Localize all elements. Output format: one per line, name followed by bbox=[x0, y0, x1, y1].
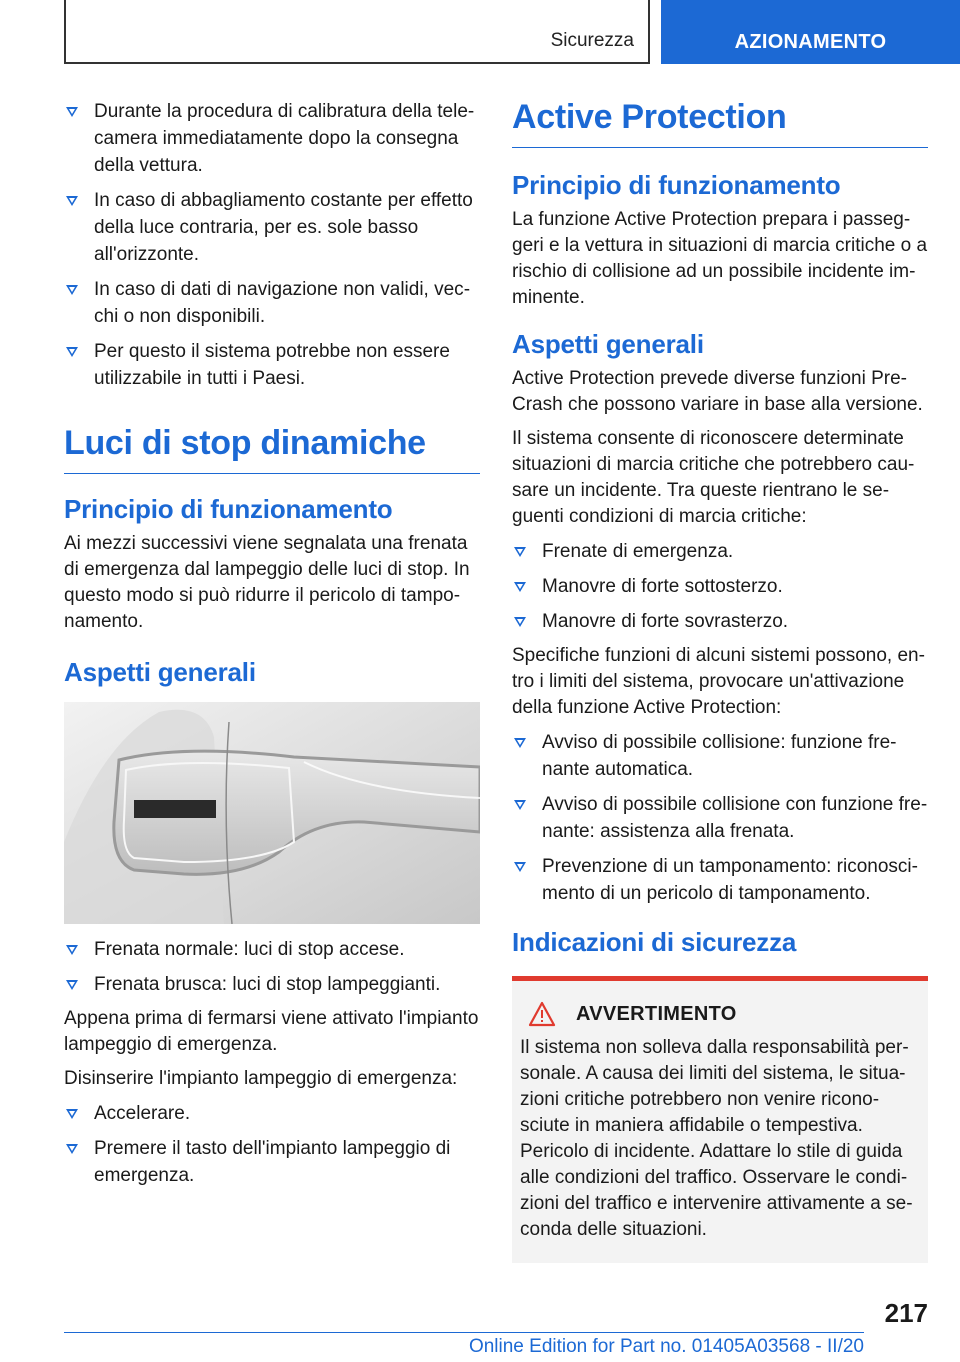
subsection-title-principle: Principio di funzionamento bbox=[512, 170, 841, 200]
list-item: Durante la procedura di calibratura della telecamera immediatamente dopo la consegna della vettura. bbox=[64, 98, 480, 179]
bullet-triangle-icon bbox=[66, 347, 78, 357]
principle-text: Ai mezzi successivi viene segnalata una frenata di emergenza dal lampeggio delle luci di stop. In questo modo si può ridurre il pericolo di tamponamento. bbox=[64, 533, 470, 632]
right-column bbox=[512, 98, 928, 1263]
warning-triangle-icon bbox=[528, 1001, 556, 1027]
list-item: Manovre di forte sottosterzo. bbox=[512, 573, 928, 600]
list-item: In caso di dati di navigazione non validi, vecchi o non disponibili. bbox=[64, 276, 480, 330]
header-chapter-title: AZIONAMENTO bbox=[734, 31, 887, 53]
hazard-deactivation-text: Disinserire l'impianto lampeggio di emergenza: bbox=[64, 1068, 458, 1089]
list-item: Avviso di possibile collisione: funzione frenante automatica. bbox=[512, 729, 928, 783]
list-item: Per questo il sistema potrebbe non essere utilizzabile in tutti i Paesi. bbox=[64, 338, 480, 392]
list-item: Prevenzione di un tamponamento: riconoscimento di un pericolo di tamponamento. bbox=[512, 853, 928, 907]
subsection-title-principle: Principio di funzionamento bbox=[64, 494, 393, 524]
footer-edition-link[interactable]: Online Edition for Part no. 01405A03568 - II/20 bbox=[468, 1336, 864, 1357]
bullet-triangle-icon bbox=[514, 582, 526, 592]
bullet-triangle-icon bbox=[514, 547, 526, 557]
bullet-triangle-icon bbox=[66, 285, 78, 295]
warning-header bbox=[520, 1001, 918, 1027]
brake-light-list bbox=[64, 936, 480, 998]
bullet-triangle-icon bbox=[514, 738, 526, 748]
bullet-triangle-icon bbox=[514, 617, 526, 627]
tail-light-illustration bbox=[64, 702, 480, 924]
deactivation-steps-list bbox=[64, 1100, 480, 1189]
warning-text: Il sistema non solleva dalla responsabilità personale. A causa dei limiti del sistema, le situazioni critiche potrebbero non venire riconosciute in maniera affidabile o tempestiva. Pericolo di incidente. Adattare lo stile di guida alle condizioni del traffico. Osservare le condizioni del traffico e intervenire attivamente a seconda delle situazioni. bbox=[520, 1037, 913, 1240]
general-text-1: Active Protection prevede diverse funzioni Pre-Crash che possono variare in base alla versione. bbox=[512, 368, 923, 415]
header-section-box bbox=[64, 0, 650, 64]
bullet-triangle-icon bbox=[66, 1109, 78, 1119]
list-item: Manovre di forte sovrasterzo. bbox=[512, 608, 928, 635]
list-item: Frenate di emergenza. bbox=[512, 538, 928, 565]
bullet-triangle-icon bbox=[66, 945, 78, 955]
page-number: 217 bbox=[884, 1298, 928, 1328]
bullet-triangle-icon bbox=[66, 107, 78, 117]
left-column bbox=[64, 98, 480, 1197]
critical-conditions-list bbox=[512, 538, 928, 635]
warning-title: AVVERTIMENTO bbox=[576, 1002, 737, 1025]
list-item: Premere il tasto dell'impianto lampeggio di emergenza. bbox=[64, 1135, 480, 1189]
list-item: Frenata brusca: luci di stop lampeggianti. bbox=[64, 971, 480, 998]
tail-light-icon bbox=[64, 702, 480, 924]
calibration-limits-list bbox=[64, 98, 480, 392]
subsection-title-general: Aspetti generali bbox=[64, 657, 256, 687]
bullet-triangle-icon bbox=[66, 196, 78, 206]
subsection-title-safety: Indicazioni di sicurezza bbox=[512, 927, 797, 957]
hazard-activation-text: Appena prima di fermarsi viene attivato l'impianto lampeggio di emergenza. bbox=[64, 1008, 479, 1055]
list-item: Frenata normale: luci di stop accese. bbox=[64, 936, 480, 963]
bullet-triangle-icon bbox=[66, 1144, 78, 1154]
list-item: In caso di abbagliamento costante per effetto della luce contraria, per es. sole basso all'orizzonte. bbox=[64, 187, 480, 268]
list-item: Avviso di possibile collisione con funzione frenante: assistenza alla frenata. bbox=[512, 791, 928, 845]
section-title-active-protection: Active Protection bbox=[512, 98, 928, 148]
header-chapter-tab[interactable] bbox=[661, 0, 960, 64]
list-item: Accelerare. bbox=[64, 1100, 480, 1127]
bullet-triangle-icon bbox=[66, 980, 78, 990]
functions-text: Specifiche funzioni di alcuni sistemi possono, entro i limiti del sistema, provocare un'attivazione della funzione Active Protection: bbox=[512, 645, 925, 718]
footer-divider bbox=[64, 1332, 864, 1333]
activating-functions-list bbox=[512, 729, 928, 907]
section-title-dynamic-brake-lights: Luci di stop dinamiche bbox=[64, 424, 480, 474]
bullet-triangle-icon bbox=[514, 862, 526, 872]
general-text-2: Il sistema consente di riconoscere determinate situazioni di marcia critiche che potrebbero causare un incidente. Tra queste rientrano le seguenti condizioni di marcia critiche: bbox=[512, 428, 915, 527]
bullet-triangle-icon bbox=[514, 800, 526, 810]
warning-box bbox=[512, 976, 928, 1263]
header-section-title: Sicurezza bbox=[550, 30, 634, 51]
subsection-title-general: Aspetti generali bbox=[512, 329, 704, 359]
principle-text: La funzione Active Protection prepara i passeggeri e la vettura in situazioni di marcia critiche o a rischio di collisione ad un possibile incidente imminente. bbox=[512, 209, 928, 308]
